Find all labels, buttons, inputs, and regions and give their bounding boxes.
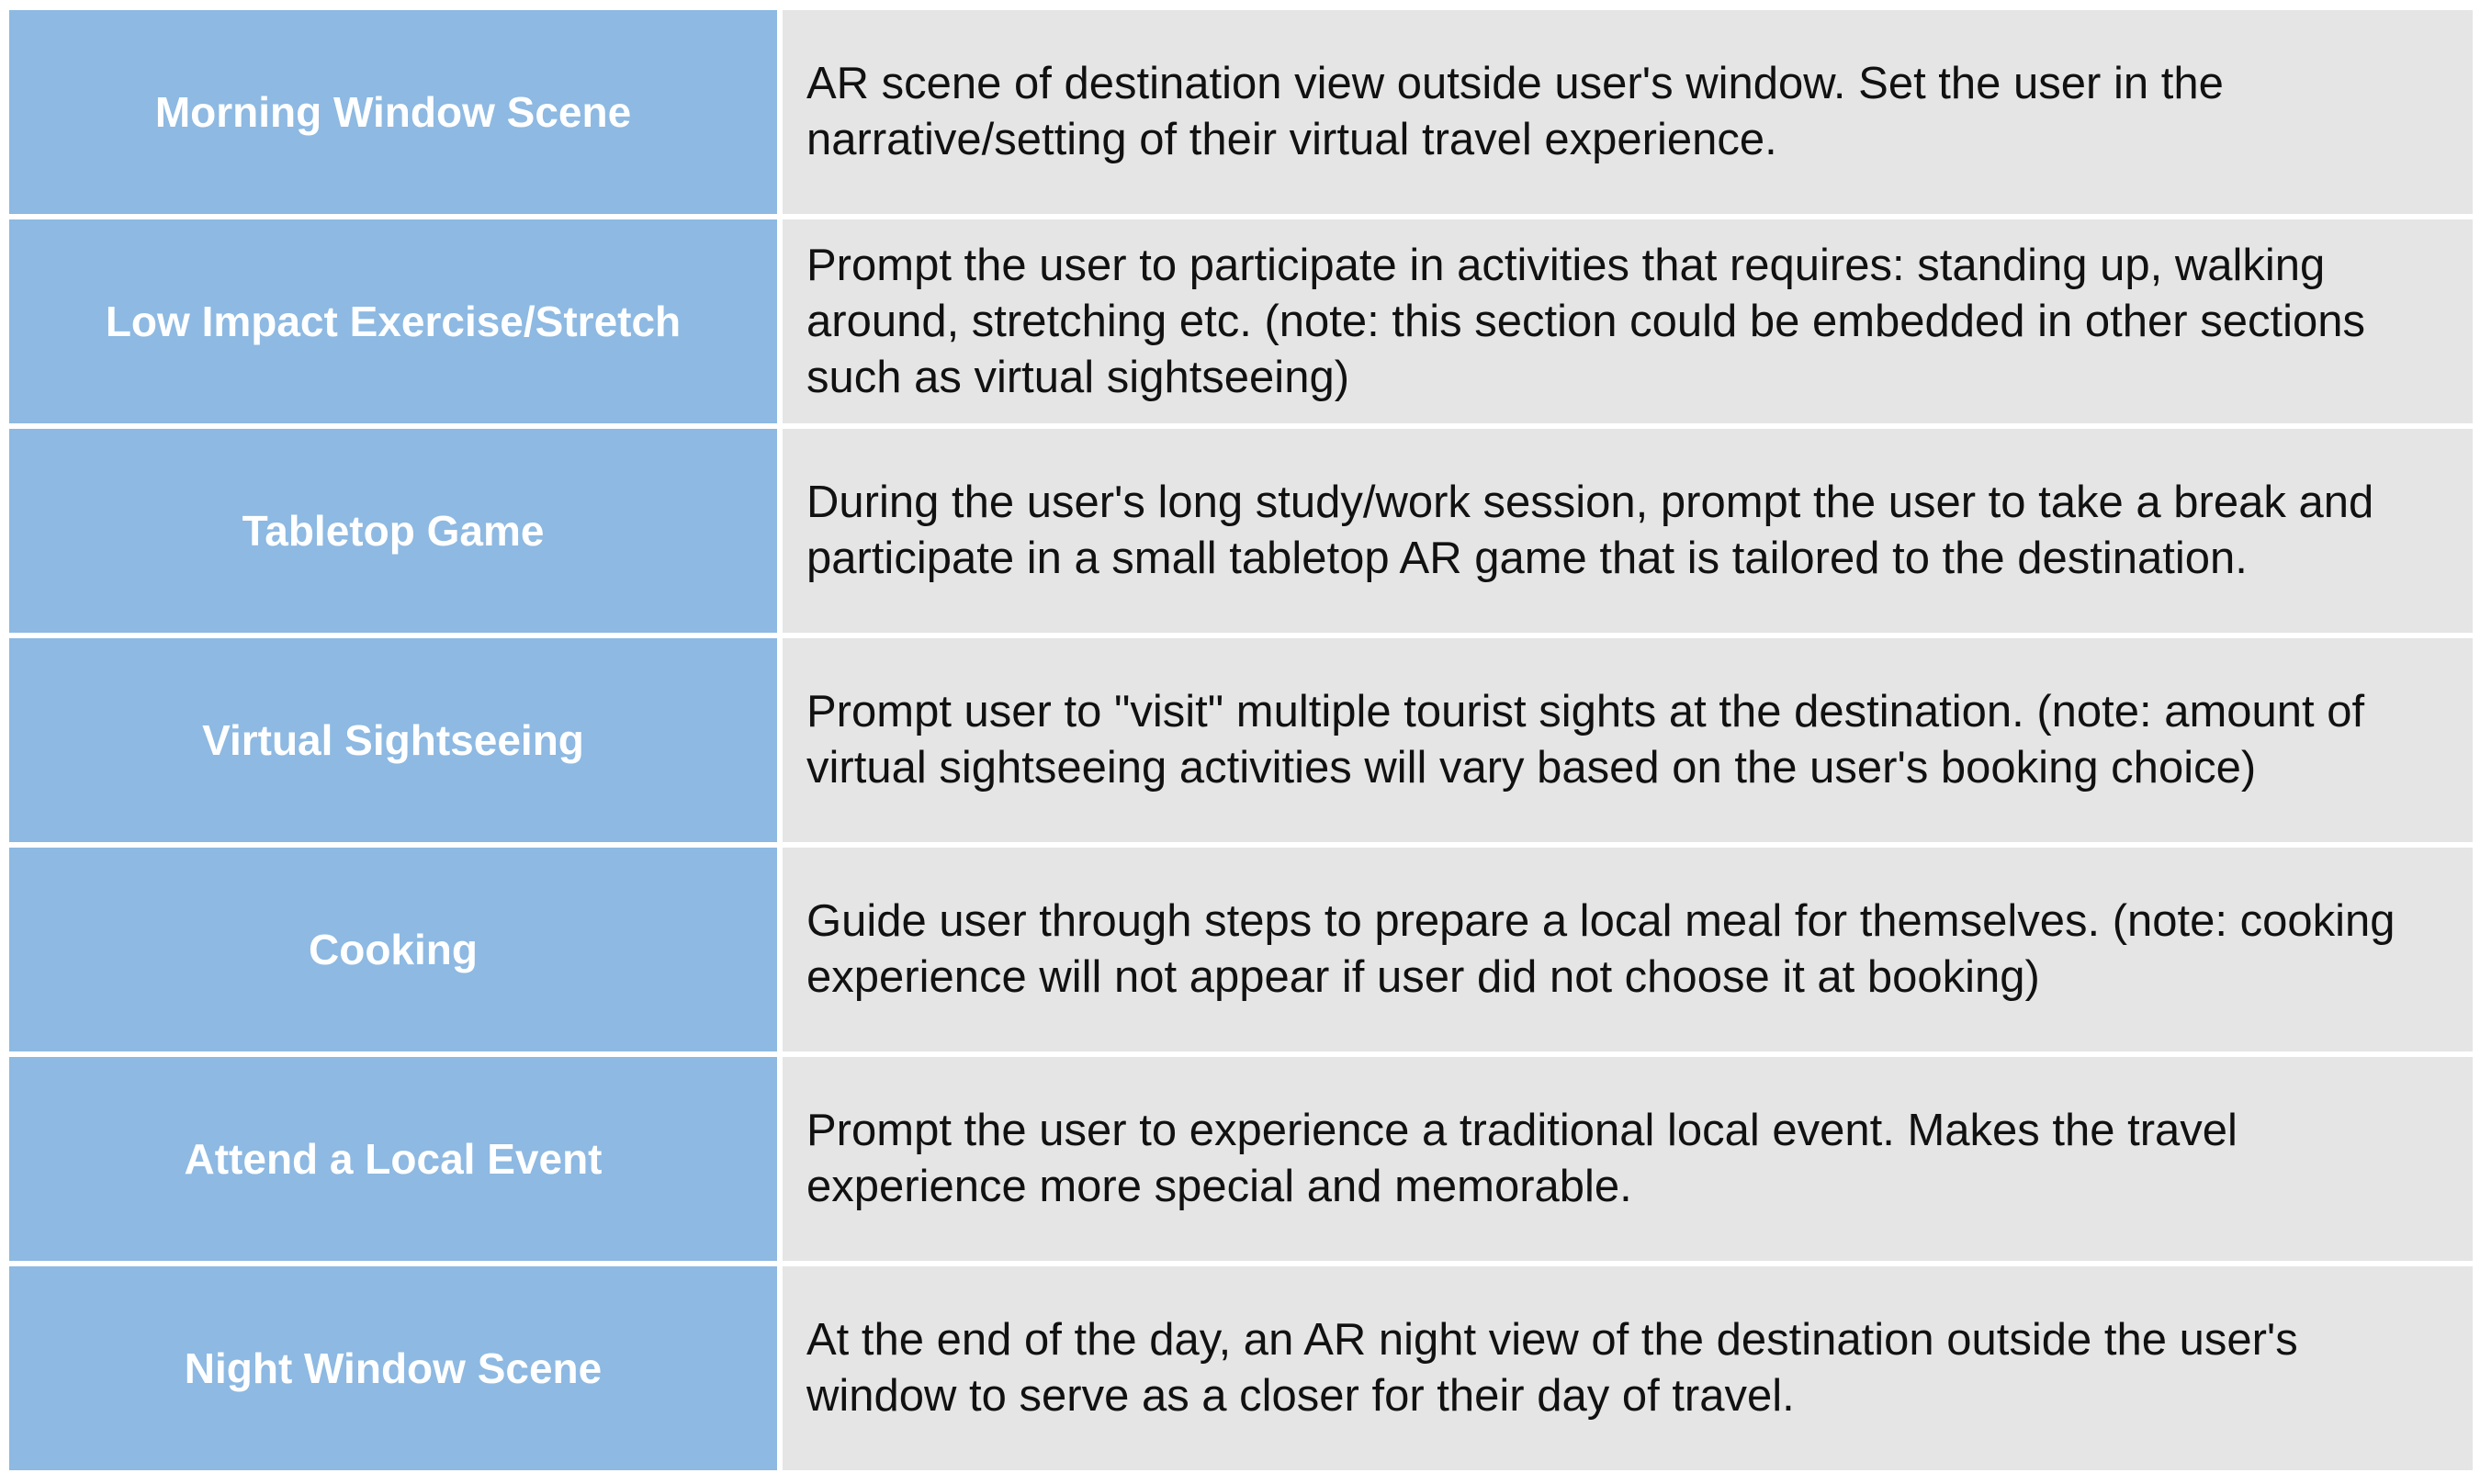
row-label-text: Night Window Scene — [184, 1344, 603, 1392]
row-description-morning-window-scene — [783, 10, 2473, 214]
row-label-cooking — [9, 848, 777, 1051]
row-description-attend-local-event — [783, 1057, 2473, 1261]
row-description-tabletop-game — [783, 429, 2473, 633]
row-label-attend-local-event — [9, 1057, 777, 1261]
row-description-text: Guide user through steps to prepare a local meal for themselves. (note: cooking experience will not appear if user did not choose it at booking) — [806, 896, 2395, 1002]
row-description-text: At the end of the day, an AR night view of the destination outside the user's window to serve as a closer for their day of travel. — [806, 1315, 2298, 1421]
row-label-text: Low Impact Exercise/Stretch — [105, 298, 682, 345]
row-label-text: Virtual Sightseeing — [202, 716, 584, 764]
row-label-virtual-sightseeing — [9, 638, 777, 842]
row-description-text: Prompt the user to participate in activities that requires: standing up, walking around, stretching etc. (note: this section could be embedded in other sections such as virtual sightseeing) — [806, 240, 2365, 402]
row-description-cooking — [783, 848, 2473, 1051]
row-description-text: Prompt user to "visit" multiple tourist sights at the destination. (note: amount of virtual sightseeing activities will vary based on the user's booking choice) — [806, 687, 2365, 793]
row-label-text: Tabletop Game — [242, 507, 545, 555]
row-description-text: During the user's long study/work session, prompt the user to take a break and participate in a small tabletop AR game that is tailored to the destination. — [806, 478, 2374, 583]
row-description-virtual-sightseeing — [783, 638, 2473, 842]
row-label-morning-window-scene — [9, 10, 777, 214]
row-label-text: Morning Window Scene — [154, 88, 632, 136]
row-label-text: Attend a Local Event — [184, 1135, 603, 1183]
row-description-text: AR scene of destination view outside user's window. Set the user in the narrative/setting of their virtual travel experience. — [806, 59, 2224, 164]
row-label-tabletop-game — [9, 429, 777, 633]
row-description-low-impact-exercise — [783, 219, 2473, 423]
row-label-night-window-scene — [9, 1266, 777, 1470]
row-label-text: Cooking — [309, 926, 478, 973]
row-description-text: Prompt the user to experience a traditional local event. Makes the travel experience more special and memorable. — [806, 1106, 2238, 1211]
experience-table — [9, 10, 2473, 1474]
row-description-night-window-scene — [783, 1266, 2473, 1470]
row-label-low-impact-exercise — [9, 219, 777, 423]
